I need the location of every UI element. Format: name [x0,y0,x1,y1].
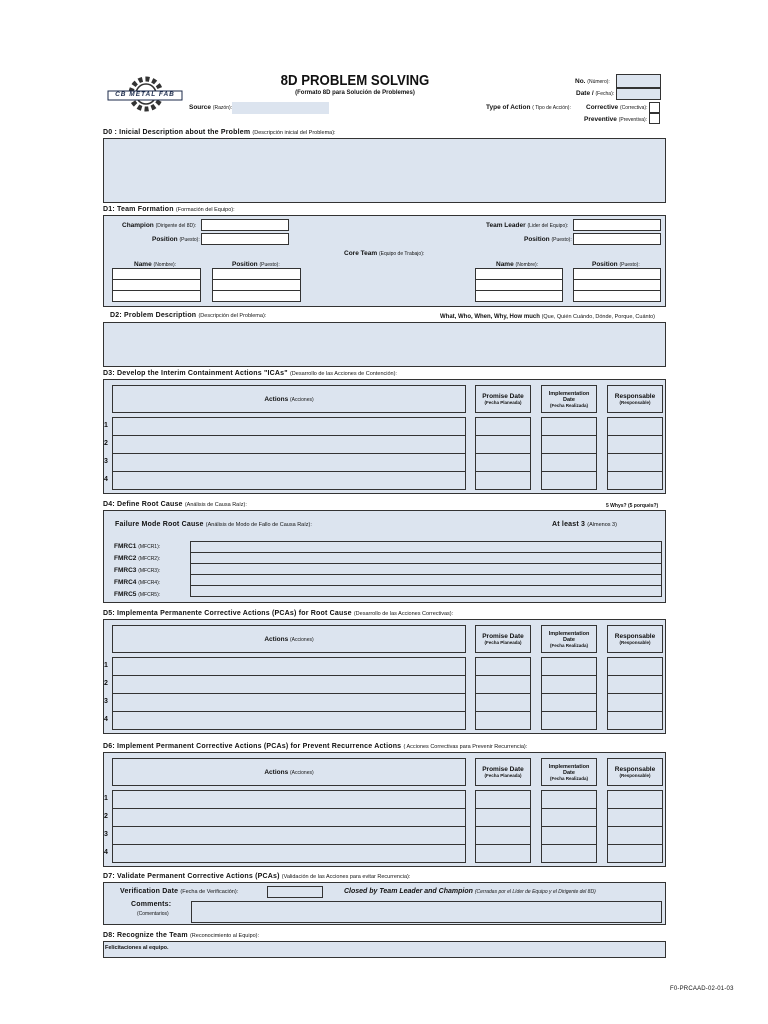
number-label: No. (Número): [575,78,610,85]
d7-header: D7: Validate Permanent Corrective Actions (PCAs) (Validación de las Acciones para evitar Recurrencia): [103,873,411,880]
fmrc-label: FMRC2 (MFCR2): [114,555,161,562]
responsable-header: Responsable (Responsable) [607,385,663,413]
comments-input[interactable] [191,901,662,923]
implementation-date-header: Implementation Date (Fecha Realizada) [541,385,597,413]
d8-recognition-text: Felicitaciones al equipo. [105,945,169,951]
preventive-checkbox[interactable] [649,113,660,124]
at-least-label: At least 3 (Almenos 3) [552,521,617,528]
leader-position-label: Position (Puesto): [524,236,572,243]
d5-actions-table [103,619,666,734]
d3-header: D3: Develop the Interim Containment Actions "ICAs" (Desarrollo de las Acciones de Contención): [103,370,397,377]
responsable-header: Responsable (Responsable) [607,758,663,786]
team-leader-label: Team Leader (Lider del Equipo): [486,222,569,229]
core-team-name-left[interactable] [112,268,201,302]
d3-implementation-cells[interactable] [541,417,597,490]
actions-header: Actions (Acciones) [112,758,466,786]
d6-actions-table [103,752,666,867]
source-input[interactable] [232,102,329,114]
row-number: 1 [104,422,108,429]
d2-description-field[interactable] [103,322,666,367]
d6-responsable-cells[interactable] [607,790,663,863]
row-number: 1 [104,795,108,802]
d6-promise-cells[interactable] [475,790,531,863]
fmrc-label: FMRC5 (MFCR5): [114,591,161,598]
row-number: 3 [104,831,108,838]
verification-date-label: Verification Date (Fecha de Verificación): [120,888,239,895]
d3-action-cells[interactable] [112,417,466,490]
form-code: F0-PRCAAD-02-01-03 [670,986,734,992]
d6-action-cells[interactable] [112,790,466,863]
d2-guide: What, Who, When, Why, How much (Que, Quién Cuándo, Dónde, Porque, Cuánto) [440,314,655,320]
row-number: 1 [104,662,108,669]
position-label-right: Position (Puesto): [592,261,640,268]
d5-action-cells[interactable] [112,657,466,730]
core-team-label: Core Team (Equipo de Trabajo): [344,250,425,257]
d5-header: D5: Implementa Permanente Corrective Actions (PCAs) for Root Cause (Desarrollo de las Acciones Correctivas): [103,610,454,617]
core-team-position-left[interactable] [212,268,301,302]
core-team-position-right[interactable] [573,268,661,302]
team-leader-input[interactable] [573,219,661,231]
row-number: 3 [104,458,108,465]
row-number: 2 [104,440,108,447]
comments-sublabel: (Comentarios) [137,911,169,917]
d3-promise-cells[interactable] [475,417,531,490]
actions-header: Actions (Acciones) [112,625,466,653]
d8-header: D8: Recognize the Team (Reconocimiento al Equipo): [103,932,260,939]
date-input[interactable] [616,88,661,100]
d4-root-cause-panel [103,510,666,603]
fmrc-label: FMRC3 (MFCR3): [114,567,161,574]
d5-promise-cells[interactable] [475,657,531,730]
champion-input[interactable] [201,219,289,231]
d4-header: D4: Define Root Cause (Análisis de Causa Raíz): [103,501,247,508]
d3-actions-table [103,379,666,494]
row-number: 3 [104,698,108,705]
company-logo [106,76,184,116]
row-number: 4 [104,849,108,856]
promise-date-header: Promise Date (Fecha Planeada) [475,758,531,786]
row-number: 2 [104,813,108,820]
champion-position-input[interactable] [201,233,289,245]
d1-header: D1: Team Formation (Formación del Equipo): [103,206,235,213]
d5-responsable-cells[interactable] [607,657,663,730]
type-of-action-label: Type of Action ( Tipo de Acción): [486,104,571,111]
promise-date-header: Promise Date (Fecha Planeada) [475,385,531,413]
d2-header: D2: Problem Description (Descripción del Problema): [110,312,267,319]
comments-label: Comments: [131,901,172,908]
d6-implementation-cells[interactable] [541,790,597,863]
champion-label: Champion (Dirigente del 8D): [122,222,197,229]
name-label-right: Name (Nombre): [496,261,539,268]
logo-text: CB METAL FAB [115,91,175,98]
d3-responsable-cells[interactable] [607,417,663,490]
corrective-checkbox[interactable] [649,102,660,113]
date-label: Date / (Fecha): [576,90,615,97]
responsable-header: Responsable (Responsable) [607,625,663,653]
position-label-left: Position (Puesto): [232,261,280,268]
fmrc-label: FMRC4 (MFCR4): [114,579,161,586]
corrective-label: Corrective (Correctiva): [586,104,648,111]
verification-date-input[interactable] [267,886,323,898]
row-number: 4 [104,716,108,723]
d6-header: D6: Implement Permanent Corrective Actions (PCAs) for Prevent Recurrence Actions ( Acciones Correctivas para Prevenir Recurrencia): [103,743,528,750]
fmrc-inputs[interactable] [190,541,662,597]
d4-whys: 5 Whys? (5 porqués?) [606,503,659,509]
page-subtitle: (Formato 8D para Solución de Problemes) [295,90,415,96]
champion-position-label: Position (Puesto): [152,236,200,243]
d0-header: D0 : Inicial Description about the Problem (Descripción inicial del Problema): [103,129,336,136]
promise-date-header: Promise Date (Fecha Planeada) [475,625,531,653]
row-number: 2 [104,680,108,687]
closed-by-label: Closed by Team Leader and Champion (Cerradas por el Líder de Equipo y el Dirigente del 8D) [344,888,596,895]
implementation-date-header: Implementation Date (Fecha Realizada) [541,625,597,653]
fmrc-title: Failure Mode Root Cause (Análisis de Modo de Fallo de Causa Raíz): [115,521,312,528]
source-label: Source (Razón): [189,104,233,111]
fmrc-label: FMRC1 (MFCR1): [114,543,161,550]
leader-position-input[interactable] [573,233,661,245]
d7-validation-panel [103,882,666,925]
d0-description-field[interactable] [103,138,666,203]
d5-implementation-cells[interactable] [541,657,597,730]
page-title: 8D PROBLEM SOLVING [280,72,430,89]
preventive-label: Preventive (Preventiva): [584,116,648,123]
core-team-name-right[interactable] [475,268,563,302]
d8-recognition-field[interactable] [103,941,666,958]
row-number: 4 [104,476,108,483]
number-input[interactable] [616,74,661,88]
implementation-date-header: Implementation Date (Fecha Realizada) [541,758,597,786]
actions-header: Actions (Acciones) [112,385,466,413]
name-label-left: Name (Nombre): [134,261,177,268]
